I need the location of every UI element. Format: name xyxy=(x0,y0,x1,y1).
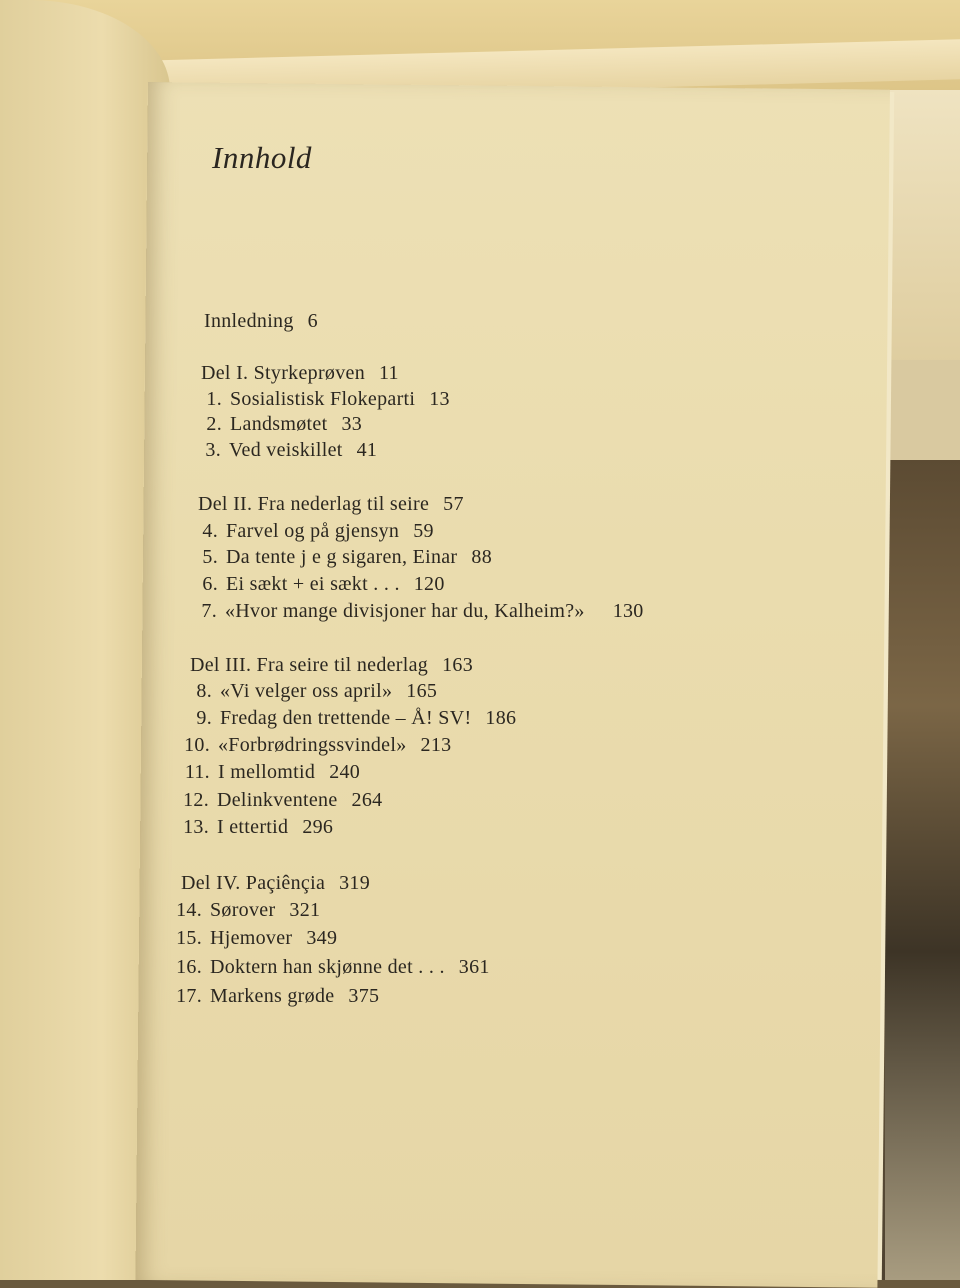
toc-chapter xyxy=(190,573,445,596)
toc-entry-title: Sørover xyxy=(210,899,276,921)
toc-entry-number: 13. xyxy=(183,816,209,838)
toc-entry-title: Sosialistisk Flokeparti xyxy=(230,388,416,410)
toc-entry-page: 319 xyxy=(339,872,371,894)
toc-chapter xyxy=(184,707,516,730)
toc-entry-title: Ei sækt + ei sækt . . . xyxy=(226,573,400,595)
toc-part-heading xyxy=(201,362,399,385)
toc-entry-title: «Hvor mange divisjoner har du, Kalheim?» xyxy=(225,600,585,622)
toc-entry-number: 14. xyxy=(176,899,202,921)
toc-entry-page: 13 xyxy=(429,388,450,410)
toc-entry-number: 3. xyxy=(205,439,221,461)
toc-entry-page: 11 xyxy=(379,362,399,384)
toc-entry-title: Innledning xyxy=(204,310,294,332)
toc-entry-number: 10. xyxy=(184,734,210,756)
toc-entry-title: Landsmøtet xyxy=(230,413,328,435)
toc-entry-title: Doktern han skjønne det . . . xyxy=(210,956,445,978)
toc-entry-number: 12. xyxy=(183,789,209,811)
toc-entry-title: Farvel og på gjensyn xyxy=(226,520,400,542)
toc-entry-number: 17. xyxy=(176,985,202,1007)
toc-entry-title: Markens grøde xyxy=(210,985,335,1007)
toc-entry-title: Delinkventene xyxy=(217,789,338,811)
toc-entry-title: «Vi velger oss april» xyxy=(220,680,393,702)
toc-chapter xyxy=(194,388,450,411)
toc-entry-title: Del II. Fra nederlag til seire xyxy=(198,493,430,515)
toc-chapter xyxy=(174,899,320,922)
toc-entry-title: Del III. Fra seire til nederlag xyxy=(190,654,429,676)
toc-chapter xyxy=(184,680,437,703)
toc-entry-page: 186 xyxy=(485,707,517,729)
toc-chapter xyxy=(174,927,337,950)
toc-entry-title: Del I. Styrkeprøven xyxy=(201,362,365,384)
toc-entry-page: 349 xyxy=(306,927,338,949)
toc-entry-number: 9. xyxy=(196,707,212,729)
toc-entry-title: Del IV. Paçiênçia xyxy=(181,872,326,894)
toc-chapter xyxy=(194,413,362,436)
toc-entry-page: 361 xyxy=(458,956,490,978)
toc-entry-title: I mellomtid xyxy=(218,761,316,783)
toc-entry-number: 11. xyxy=(184,761,210,783)
toc-entry-number: 2. xyxy=(206,413,222,435)
toc-entry-page: 165 xyxy=(406,680,438,702)
toc-entry-number: 15. xyxy=(176,927,202,949)
page-title: Innhold xyxy=(212,140,312,175)
toc-entry-page: 57 xyxy=(443,493,464,515)
toc-entry-number: 8. xyxy=(196,680,212,702)
toc-chapter xyxy=(190,546,492,569)
toc-entry-page: 120 xyxy=(413,573,445,595)
toc-chapter xyxy=(190,520,434,543)
toc-entry-page: 321 xyxy=(289,899,321,921)
toc-entry-page: 213 xyxy=(420,734,452,756)
toc-entry-title: Hjemover xyxy=(210,927,293,949)
toc-part-heading xyxy=(190,654,473,677)
toc-chapter xyxy=(181,789,382,812)
toc-chapter xyxy=(174,985,379,1008)
toc-entry-title: Da tente j e g sigaren, Einar xyxy=(226,546,458,568)
toc-entry-page: 41 xyxy=(356,439,378,461)
toc-entry-number: 4. xyxy=(202,520,218,542)
toc-chapter xyxy=(189,600,644,623)
toc-chapter xyxy=(182,734,451,757)
toc-entry-page: 59 xyxy=(413,520,434,542)
toc-part-heading xyxy=(198,493,464,516)
toc-part-heading xyxy=(181,872,370,895)
toc-entry-page: 33 xyxy=(341,413,363,435)
toc-entry-page: 240 xyxy=(329,761,361,783)
toc-entry-number: 7. xyxy=(201,600,217,622)
toc-entry-title: I ettertid xyxy=(217,816,289,838)
toc-entry-number: 16. xyxy=(176,956,202,978)
toc-entry-page: 296 xyxy=(302,816,334,838)
toc-chapter xyxy=(193,439,377,462)
toc-entry-page: 6 xyxy=(307,310,318,332)
toc-entry-page: 375 xyxy=(348,985,380,1007)
toc-entry-page: 130 xyxy=(612,600,644,622)
toc-chapter xyxy=(174,956,490,979)
toc-part-intro xyxy=(204,310,318,333)
toc-entry-title: Ved veiskillet xyxy=(229,439,343,461)
toc-entry-number: 5. xyxy=(202,546,218,568)
toc-chapter xyxy=(181,816,333,839)
toc-entry-page: 264 xyxy=(351,789,383,811)
toc-entry-page: 163 xyxy=(442,654,473,676)
toc-entry-page: 88 xyxy=(471,546,492,568)
toc-entry-title: Fredag den trettende – Å! SV! xyxy=(220,707,472,729)
toc-entry-number: 1. xyxy=(206,388,222,410)
toc-chapter xyxy=(182,761,360,784)
toc-entry-number: 6. xyxy=(202,573,218,595)
toc-entry-title: «Forbrødringssvindel» xyxy=(218,734,407,756)
